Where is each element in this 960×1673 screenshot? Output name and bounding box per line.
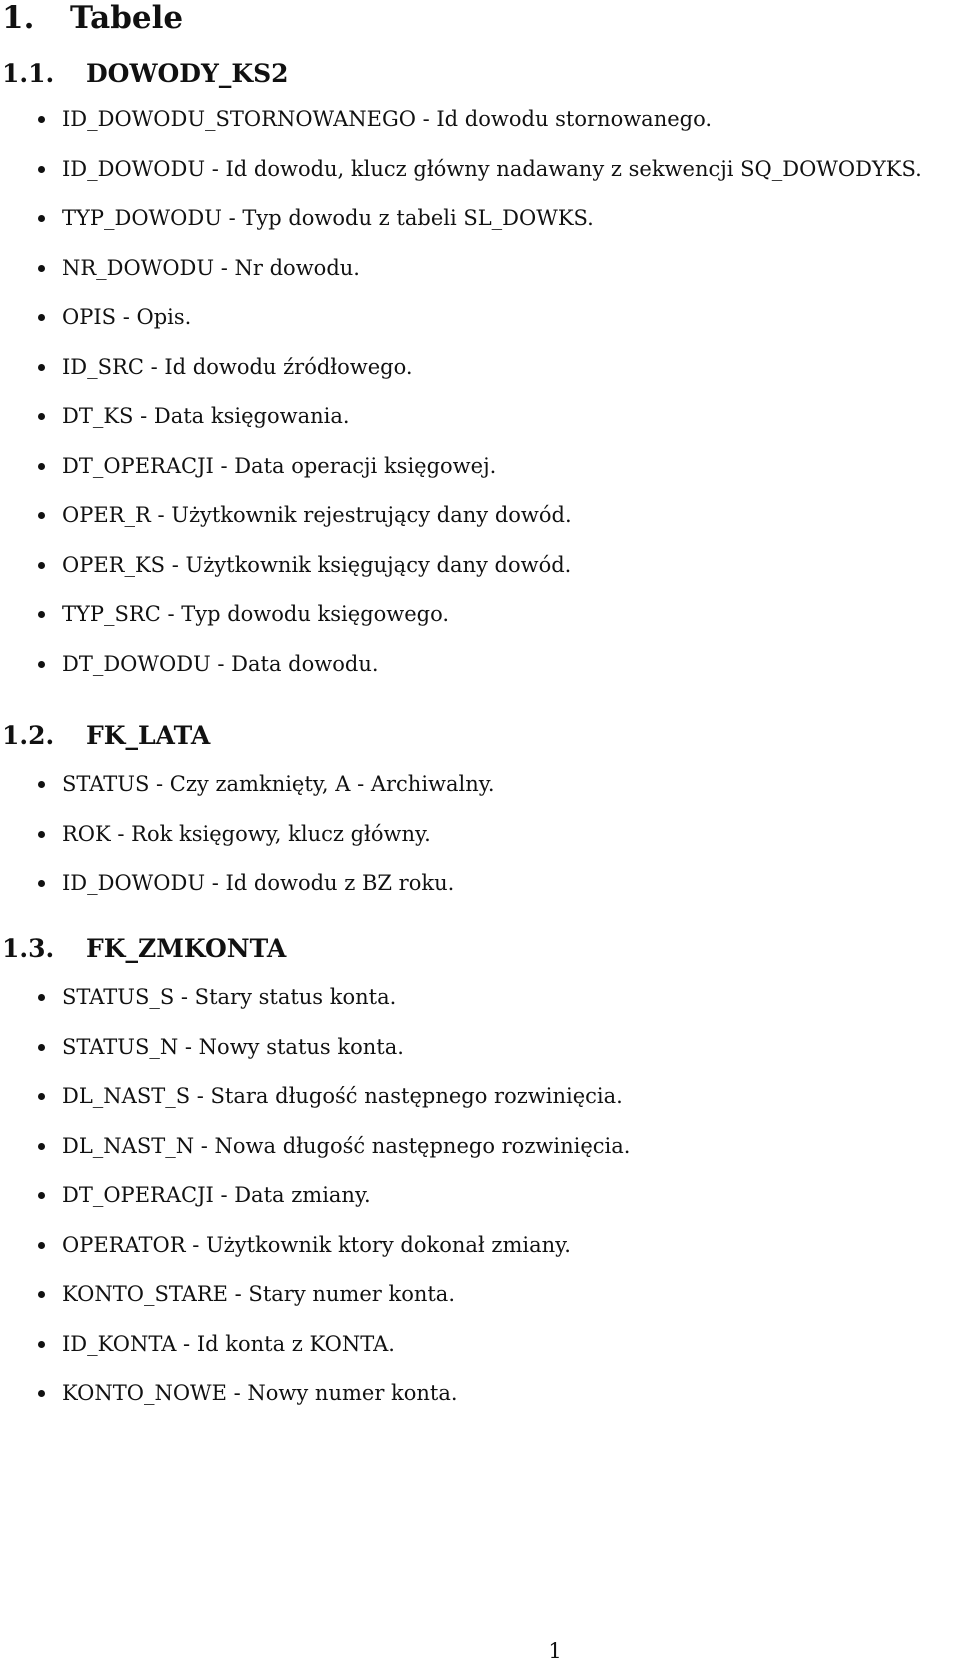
section-title: DOWODY_KS2 <box>86 59 289 88</box>
list-item-text: ID_KONTA - Id konta z KONTA. <box>62 1331 395 1356</box>
list-item-text: ID_DOWODU - Id dowodu, klucz główny nadawany z sekwencji SQ_DOWODYKS. <box>62 156 922 181</box>
section-heading <box>2 721 210 751</box>
bullet-icon <box>38 364 45 371</box>
list-item-text: OPIS - Opis. <box>62 305 192 329</box>
list-item-text: STATUS_S - Stary status konta. <box>62 985 397 1009</box>
section-heading <box>2 934 286 964</box>
bullet-icon <box>38 1143 45 1150</box>
bullet-icon <box>38 116 45 123</box>
section-heading <box>2 59 289 89</box>
list-item-text: KONTO_STARE - Stary numer konta. <box>62 1282 455 1306</box>
bullet-icon <box>38 166 45 173</box>
bullet-icon <box>38 781 45 788</box>
list-item-text: DT_DOWODU - Data dowodu. <box>62 651 379 676</box>
bullet-icon <box>38 880 45 887</box>
list-item-text: DL_NAST_N - Nowa długość następnego rozwinięcia. <box>62 1133 631 1158</box>
bullet-icon <box>38 562 45 569</box>
list-item-text: OPER_KS - Użytkownik księgujący dany dowód. <box>62 552 572 577</box>
bullet-icon <box>38 265 45 272</box>
list-item-text: NR_DOWODU - Nr dowodu. <box>62 255 360 280</box>
list-item-text: ID_DOWODU - Id dowodu z BZ roku. <box>62 871 455 895</box>
page-number: 1 <box>548 1639 562 1663</box>
list-item-text: TYP_DOWODU - Typ dowodu z tabeli SL_DOWKS. <box>62 206 594 230</box>
bullet-icon <box>38 314 45 321</box>
list-item-text: OPERATOR - Użytkownik ktory dokonał zmiany. <box>62 1232 571 1257</box>
chapter-title: Tabele <box>70 0 184 36</box>
bullet-icon <box>38 1192 45 1199</box>
list-item-text: ID_SRC - Id dowodu źródłowego. <box>62 354 413 379</box>
list-item-text: DT_KS - Data księgowania. <box>62 404 350 428</box>
list-item-text: ROK - Rok księgowy, klucz główny. <box>62 821 431 846</box>
list-item-text: OPER_R - Użytkownik rejestrujący dany dowód. <box>62 503 572 527</box>
bullet-icon <box>38 661 45 668</box>
bullet-icon <box>38 1341 45 1348</box>
bullet-icon <box>38 1044 45 1051</box>
list-item-text: TYP_SRC - Typ dowodu księgowego. <box>62 602 450 626</box>
bullet-icon <box>38 413 45 420</box>
section-title: FK_ZMKONTA <box>86 934 287 963</box>
bullet-icon <box>38 831 45 838</box>
bullet-icon <box>38 1390 45 1397</box>
chapter-number: 1. <box>2 0 35 36</box>
bullet-icon <box>38 611 45 618</box>
list-item-text: KONTO_NOWE - Nowy numer konta. <box>62 1381 458 1405</box>
bullet-icon <box>38 1093 45 1100</box>
list-item-text: STATUS - Czy zamknięty, A - Archiwalny. <box>62 772 495 796</box>
bullet-icon <box>38 512 45 519</box>
list-item-text: DT_OPERACJI - Data zmiany. <box>62 1183 371 1207</box>
list-item-text: DL_NAST_S - Stara długość następnego rozwinięcia. <box>62 1084 623 1108</box>
section-title: FK_LATA <box>86 721 211 750</box>
chapter-heading <box>2 0 183 36</box>
bullet-icon <box>38 463 45 470</box>
bullet-icon <box>38 994 45 1001</box>
list-item-text: ID_DOWODU_STORNOWANEGO - Id dowodu stornowanego. <box>62 107 713 131</box>
bullet-icon <box>38 1291 45 1298</box>
bullet-icon <box>38 1242 45 1249</box>
bullet-icon <box>38 215 45 222</box>
section-number: 1.1. <box>2 59 55 88</box>
list-item-text: STATUS_N - Nowy status konta. <box>62 1034 404 1059</box>
section-number: 1.3. <box>2 934 55 963</box>
list-item-text: DT_OPERACJI - Data operacji księgowej. <box>62 453 497 478</box>
section-number: 1.2. <box>2 721 55 750</box>
